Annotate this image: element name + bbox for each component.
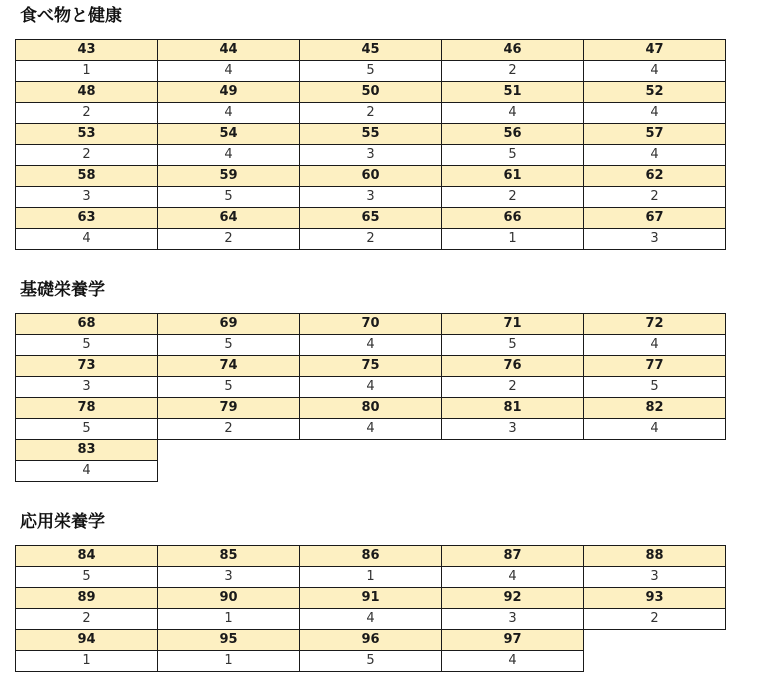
- question-number-cell: 53: [16, 124, 158, 145]
- question-number-cell: 90: [158, 588, 300, 609]
- answer-row: [16, 419, 726, 440]
- answer-cell: 4: [16, 461, 158, 482]
- answer-cell: 5: [158, 377, 300, 398]
- answer-cell: 2: [158, 419, 300, 440]
- answer-row: [16, 567, 726, 588]
- question-number-cell: 47: [584, 40, 726, 61]
- question-number-cell: 66: [442, 208, 584, 229]
- question-number-row: [16, 208, 726, 229]
- answer-cell: 3: [584, 567, 726, 588]
- answer-row: [16, 229, 726, 250]
- answer-cell: 4: [584, 61, 726, 82]
- answer-cell: 4: [300, 335, 442, 356]
- answer-cell: 1: [442, 229, 584, 250]
- empty-cell: [442, 440, 584, 461]
- question-number-cell: 57: [584, 124, 726, 145]
- question-number-cell: 76: [442, 356, 584, 377]
- empty-cell: [442, 461, 584, 482]
- question-number-cell: 61: [442, 166, 584, 187]
- answer-cell: 1: [16, 61, 158, 82]
- answer-cell: 3: [16, 187, 158, 208]
- question-number-cell: 51: [442, 82, 584, 103]
- empty-cell: [158, 440, 300, 461]
- answer-cell: 1: [158, 651, 300, 672]
- question-number-cell: 84: [16, 546, 158, 567]
- answer-row: [16, 335, 726, 356]
- answer-cell: 3: [584, 229, 726, 250]
- question-number-row: [16, 440, 726, 461]
- answer-cell: 2: [442, 377, 584, 398]
- question-number-cell: 95: [158, 630, 300, 651]
- question-number-cell: 80: [300, 398, 442, 419]
- question-number-cell: 70: [300, 314, 442, 335]
- answer-cell: 4: [442, 103, 584, 124]
- answer-cell: 4: [584, 335, 726, 356]
- question-number-cell: 67: [584, 208, 726, 229]
- question-number-cell: 97: [442, 630, 584, 651]
- question-number-cell: 75: [300, 356, 442, 377]
- question-number-row: [16, 82, 726, 103]
- answer-cell: 5: [158, 187, 300, 208]
- answer-row: [16, 461, 726, 482]
- question-number-cell: 69: [158, 314, 300, 335]
- answer-row: [16, 145, 726, 166]
- answer-cell: 4: [442, 651, 584, 672]
- question-number-cell: 58: [16, 166, 158, 187]
- question-number-cell: 73: [16, 356, 158, 377]
- question-number-cell: 54: [158, 124, 300, 145]
- question-number-cell: 68: [16, 314, 158, 335]
- question-number-cell: 82: [584, 398, 726, 419]
- question-number-cell: 79: [158, 398, 300, 419]
- question-number-cell: 83: [16, 440, 158, 461]
- answer-cell: 3: [442, 609, 584, 630]
- question-number-cell: 56: [442, 124, 584, 145]
- answer-cell: 5: [16, 419, 158, 440]
- question-number-cell: 92: [442, 588, 584, 609]
- question-number-row: [16, 40, 726, 61]
- empty-cell: [300, 440, 442, 461]
- question-number-cell: 87: [442, 546, 584, 567]
- answer-table-basic-nutrition: [15, 313, 726, 482]
- question-number-cell: 81: [442, 398, 584, 419]
- question-number-cell: 63: [16, 208, 158, 229]
- question-number-row: [16, 356, 726, 377]
- question-number-row: [16, 314, 726, 335]
- answer-cell: 1: [300, 567, 442, 588]
- answer-cell: 5: [442, 335, 584, 356]
- empty-cell: [584, 440, 726, 461]
- answer-cell: 2: [158, 229, 300, 250]
- answer-cell: 2: [442, 187, 584, 208]
- question-number-cell: 86: [300, 546, 442, 567]
- answer-cell: 4: [300, 609, 442, 630]
- answer-cell: 5: [158, 335, 300, 356]
- question-number-cell: 55: [300, 124, 442, 145]
- empty-cell: [300, 461, 442, 482]
- question-number-cell: 65: [300, 208, 442, 229]
- answer-row: [16, 377, 726, 398]
- answer-cell: 5: [300, 61, 442, 82]
- question-number-cell: 85: [158, 546, 300, 567]
- question-number-row: [16, 546, 726, 567]
- question-number-cell: 48: [16, 82, 158, 103]
- question-number-cell: 49: [158, 82, 300, 103]
- answer-cell: 2: [300, 103, 442, 124]
- answer-row: [16, 61, 726, 82]
- empty-cell: [584, 630, 726, 651]
- answer-cell: 5: [584, 377, 726, 398]
- empty-cell: [584, 651, 726, 672]
- empty-cell: [158, 461, 300, 482]
- answer-cell: 1: [16, 651, 158, 672]
- question-number-row: [16, 398, 726, 419]
- answer-cell: 3: [442, 419, 584, 440]
- answer-cell: 4: [300, 377, 442, 398]
- question-number-row: [16, 166, 726, 187]
- question-number-cell: 62: [584, 166, 726, 187]
- answer-cell: 4: [442, 567, 584, 588]
- question-number-cell: 60: [300, 166, 442, 187]
- answer-cell: 3: [16, 377, 158, 398]
- answer-cell: 2: [300, 229, 442, 250]
- answer-cell: 5: [442, 145, 584, 166]
- question-number-row: [16, 124, 726, 145]
- question-number-cell: 43: [16, 40, 158, 61]
- question-number-cell: 77: [584, 356, 726, 377]
- answer-cell: 5: [16, 567, 158, 588]
- answer-cell: 4: [300, 419, 442, 440]
- question-number-cell: 64: [158, 208, 300, 229]
- question-number-row: [16, 630, 726, 651]
- question-number-row: [16, 588, 726, 609]
- question-number-cell: 91: [300, 588, 442, 609]
- answer-cell: 1: [158, 609, 300, 630]
- answer-cell: 4: [158, 61, 300, 82]
- answer-cell: 3: [300, 187, 442, 208]
- answer-cell: 4: [16, 229, 158, 250]
- answer-row: [16, 609, 726, 630]
- answer-row: [16, 651, 726, 672]
- question-number-cell: 93: [584, 588, 726, 609]
- question-number-cell: 72: [584, 314, 726, 335]
- answer-cell: 2: [16, 145, 158, 166]
- question-number-cell: 78: [16, 398, 158, 419]
- answer-cell: 3: [300, 145, 442, 166]
- answer-cell: 4: [584, 145, 726, 166]
- question-number-cell: 74: [158, 356, 300, 377]
- answer-row: [16, 187, 726, 208]
- answer-cell: 4: [158, 145, 300, 166]
- question-number-cell: 94: [16, 630, 158, 651]
- question-number-cell: 89: [16, 588, 158, 609]
- answer-cell: 2: [584, 609, 726, 630]
- question-number-cell: 45: [300, 40, 442, 61]
- question-number-cell: 88: [584, 546, 726, 567]
- answer-cell: 4: [158, 103, 300, 124]
- answer-cell: 2: [16, 609, 158, 630]
- answer-cell: 2: [584, 187, 726, 208]
- answer-cell: 2: [442, 61, 584, 82]
- question-number-cell: 96: [300, 630, 442, 651]
- question-number-cell: 46: [442, 40, 584, 61]
- answer-cell: 5: [16, 335, 158, 356]
- answer-table-food-health: [15, 39, 726, 250]
- question-number-cell: 71: [442, 314, 584, 335]
- answer-cell: 4: [584, 103, 726, 124]
- section-title-food-health: 食べ物と健康: [20, 6, 122, 26]
- answer-table-applied-nutrition: [15, 545, 726, 672]
- question-number-cell: 59: [158, 166, 300, 187]
- question-number-cell: 50: [300, 82, 442, 103]
- empty-cell: [584, 461, 726, 482]
- section-title-applied-nutrition: 応用栄養学: [20, 512, 105, 532]
- answer-row: [16, 103, 726, 124]
- answer-cell: 3: [158, 567, 300, 588]
- answer-cell: 2: [16, 103, 158, 124]
- section-title-basic-nutrition: 基礎栄養学: [20, 280, 105, 300]
- answer-cell: 4: [584, 419, 726, 440]
- question-number-cell: 44: [158, 40, 300, 61]
- answer-cell: 5: [300, 651, 442, 672]
- question-number-cell: 52: [584, 82, 726, 103]
